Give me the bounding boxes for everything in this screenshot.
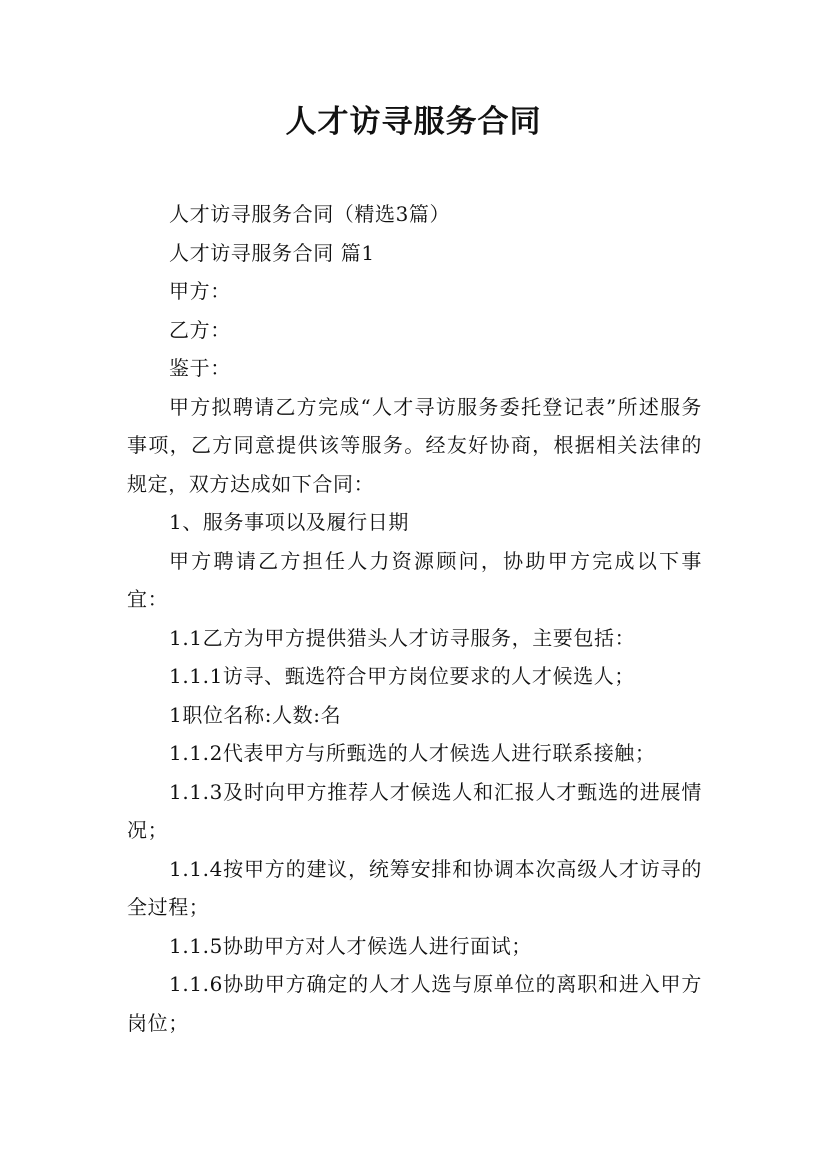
paragraph: 1.1.4按甲方的建议，统筹安排和协调本次高级人才访寻的全过程； — [127, 856, 702, 919]
paragraph: 乙方： — [169, 317, 231, 342]
paragraph: 1.1.2代表甲方与所甄选的人才候选人进行联系接触； — [169, 741, 656, 765]
paragraph: 1.1.6协助甲方确定的人才人选与原单位的离职和进入甲方岗位； — [127, 972, 702, 1035]
document-body — [127, 195, 702, 1042]
paragraph: 1.1.5协助甲方对人才候选人进行面试； — [169, 933, 532, 958]
paragraph: 人才访寻服务合同 篇1 — [169, 240, 375, 265]
paragraph: 1.1.3及时向甲方推荐人才候选人和汇报人才甄选的进展情况； — [127, 779, 702, 842]
paragraph: 人才访寻服务合同（精选3篇） — [169, 202, 451, 226]
paragraph: 1.1.1访寻、甄选符合甲方岗位要求的人才候选人； — [169, 664, 635, 688]
paragraph: 甲方拟聘请乙方完成“人才寻访服务委托登记表”所述服务事项，乙方同意提供该等服务。经友好协商，根据相关法律的规定，双方达成如下合同： — [127, 394, 702, 496]
paragraph: 1.1乙方为甲方提供猎头人才访寻服务，主要包括： — [169, 625, 636, 650]
paragraph: 1、服务事项以及履行日期 — [169, 510, 409, 534]
document-title: 人才访寻服务合同 — [285, 104, 542, 140]
paragraph: 甲方聘请乙方担任人力资源顾问，协助甲方完成以下事宜： — [127, 548, 702, 611]
paragraph: 甲方： — [169, 279, 231, 303]
paragraph: 鉴于： — [169, 356, 231, 380]
paragraph: 1职位名称:人数:名 — [169, 702, 342, 727]
